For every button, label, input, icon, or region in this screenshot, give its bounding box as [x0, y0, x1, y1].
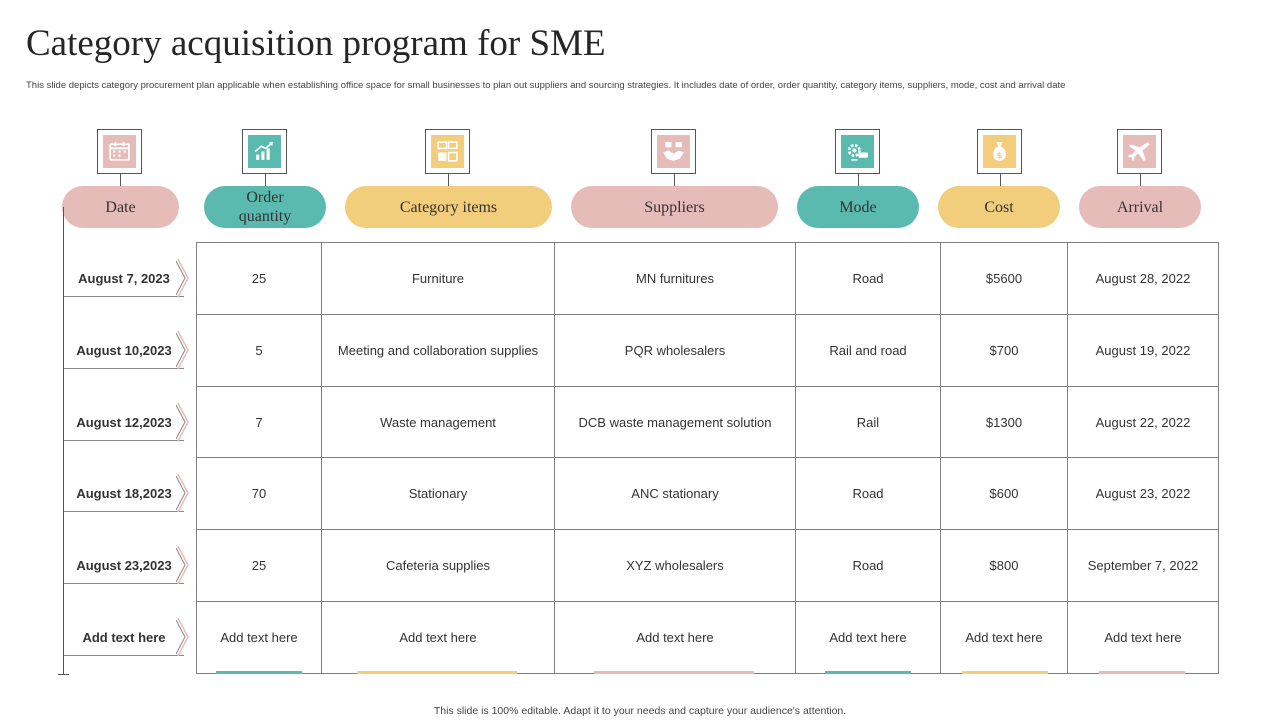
cell-quantity: 7	[197, 386, 322, 458]
header-arrival: Arrival	[1079, 186, 1201, 228]
chevron-right-icon	[176, 330, 190, 370]
calendar-icon-box	[97, 129, 142, 174]
column-accent-bar	[216, 671, 302, 674]
row-date-label: August 18,2023	[64, 476, 184, 512]
cell-cost: $1300	[941, 386, 1068, 458]
column-accent-bar	[1099, 671, 1185, 674]
connector	[120, 174, 121, 186]
connector	[265, 174, 266, 186]
airplane-icon	[1123, 135, 1156, 168]
column-accent-bar	[825, 671, 911, 674]
chevron-right-icon	[176, 617, 190, 657]
cell-arrival: August 22, 2022	[1068, 386, 1219, 458]
cell-item: Stationary	[322, 458, 555, 530]
cell-supplier: XYZ wholesalers	[555, 530, 796, 602]
table-row	[197, 386, 1219, 458]
table-row	[197, 458, 1219, 530]
connector	[448, 174, 449, 186]
cell-cost: $5600	[941, 243, 1068, 315]
connector	[1140, 174, 1141, 186]
gear-settings-icon	[841, 135, 874, 168]
cell-mode: Road	[796, 458, 941, 530]
row-date-label: August 7, 2023	[64, 261, 184, 297]
cell-item: Meeting and collaboration supplies	[322, 314, 555, 386]
header-category-items: Category items	[345, 186, 552, 228]
handshake-icon	[657, 135, 690, 168]
cell-arrival: August 23, 2022	[1068, 458, 1219, 530]
cell-supplier: ANC stationary	[555, 458, 796, 530]
header-mode: Mode	[797, 186, 919, 228]
column-accent-bar	[594, 671, 754, 674]
cell-quantity: 25	[197, 243, 322, 315]
cell-cost: $800	[941, 530, 1068, 602]
cell-cost: Add text here	[941, 602, 1068, 674]
cell-mode: Rail	[796, 386, 941, 458]
cell-supplier: PQR wholesalers	[555, 314, 796, 386]
row-date-label: August 23,2023	[64, 548, 184, 584]
table-row	[197, 530, 1219, 602]
cell-quantity: 25	[197, 530, 322, 602]
cell-mode: Road	[796, 530, 941, 602]
cell-supplier: DCB waste management solution	[555, 386, 796, 458]
row-date-label: August 10,2023	[64, 333, 184, 369]
handshake-icon-box	[651, 129, 696, 174]
procurement-table	[196, 242, 1219, 674]
svg-text:$: $	[996, 149, 1003, 160]
header-date: Date	[62, 186, 179, 228]
airplane-icon-box	[1117, 129, 1162, 174]
header-cost: Cost	[938, 186, 1060, 228]
table-row	[197, 314, 1219, 386]
cell-arrival: August 19, 2022	[1068, 314, 1219, 386]
table-row	[197, 243, 1219, 315]
connector	[674, 174, 675, 186]
cell-mode: Road	[796, 243, 941, 315]
items-grid-icon	[431, 135, 464, 168]
cell-cost: $600	[941, 458, 1068, 530]
cell-arrival: August 28, 2022	[1068, 243, 1219, 315]
timeline-foot	[58, 674, 69, 675]
cell-cost: $700	[941, 314, 1068, 386]
cell-item: Add text here	[322, 602, 555, 674]
column-accent-bar	[962, 671, 1048, 674]
cell-quantity: 5	[197, 314, 322, 386]
cell-quantity: 70	[197, 458, 322, 530]
gear-settings-icon-box	[835, 129, 880, 174]
column-accent-bar	[357, 671, 517, 674]
cell-arrival: September 7, 2022	[1068, 530, 1219, 602]
page-title: Category acquisition program for SME	[26, 23, 606, 64]
cell-item: Furniture	[322, 243, 555, 315]
calendar-icon	[103, 135, 136, 168]
cell-supplier: Add text here	[555, 602, 796, 674]
cell-supplier: MN furnitures	[555, 243, 796, 315]
cell-item: Waste management	[322, 386, 555, 458]
chevron-right-icon	[176, 473, 190, 513]
connector	[1000, 174, 1001, 186]
header-suppliers: Suppliers	[571, 186, 778, 228]
page-subtitle: This slide depicts category procurement plan applicable when establishing office space for small businesses to plan out suppliers and sourcing strategies. It includes date of order, order quantity, category items, suppliers, mode, cost and arrival date	[26, 80, 1066, 91]
table-row	[197, 602, 1219, 674]
cell-arrival: Add text here	[1068, 602, 1219, 674]
cell-mode: Add text here	[796, 602, 941, 674]
cell-item: Cafeteria supplies	[322, 530, 555, 602]
footer-note: This slide is 100% editable. Adapt it to your needs and capture your audience's attention.	[433, 705, 847, 717]
header-order-quantity: Order quantity	[204, 186, 326, 228]
growth-chart-icon-box	[242, 129, 287, 174]
chevron-right-icon	[176, 258, 190, 298]
cell-quantity: Add text here	[197, 602, 322, 674]
money-bag-icon-box	[977, 129, 1022, 174]
chevron-right-icon	[176, 545, 190, 585]
items-grid-icon-box	[425, 129, 470, 174]
connector	[858, 174, 859, 186]
money-bag-icon	[983, 135, 1016, 168]
row-date-label: August 12,2023	[64, 405, 184, 441]
growth-chart-icon	[248, 135, 281, 168]
row-date-label: Add text here	[64, 620, 184, 656]
chevron-right-icon	[176, 402, 190, 442]
cell-mode: Rail and road	[796, 314, 941, 386]
